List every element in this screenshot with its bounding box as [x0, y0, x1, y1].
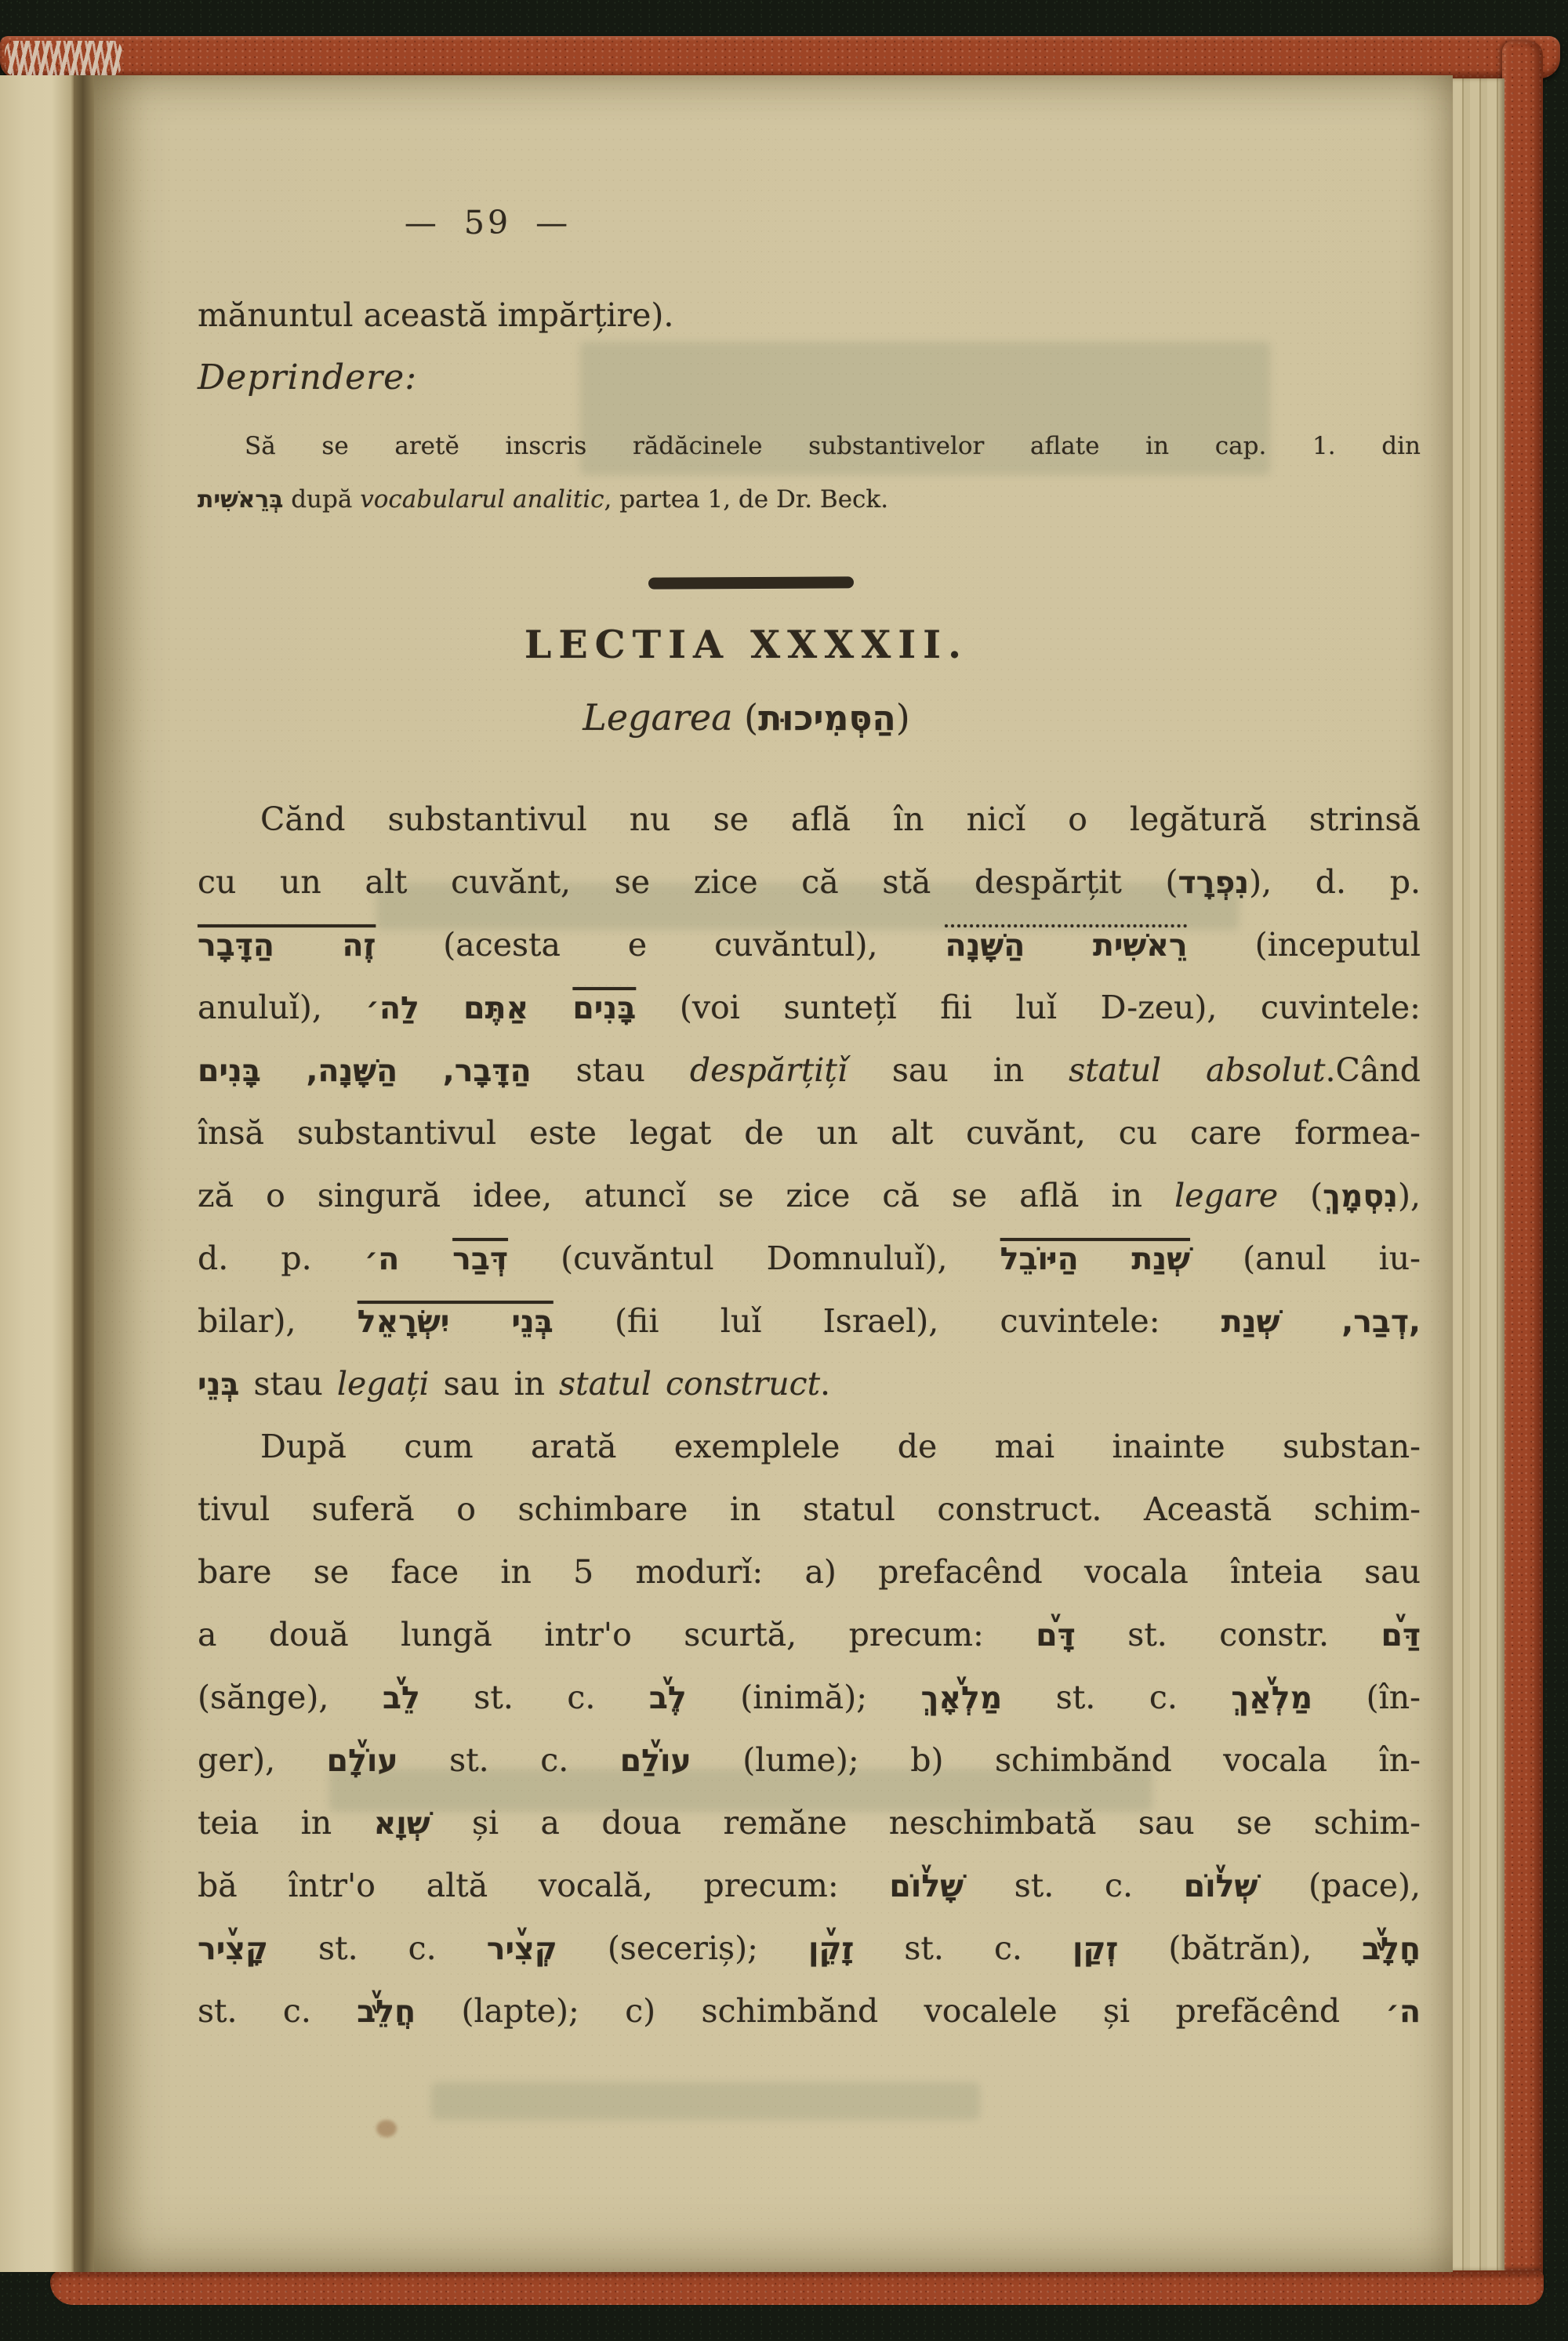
text-segment: (cuvăntul Domnuluǐ), [507, 1239, 1000, 1277]
hebrew-word: קָצִיר v [198, 1931, 268, 1967]
text-segment: .Când [1325, 1051, 1421, 1089]
text-segment: cu un alt cuvănt, se zice că stă despărțit ( [198, 863, 1178, 901]
previous-page-edge [0, 75, 74, 2272]
text-segment: ), d. p. [1249, 863, 1421, 901]
text-segment: și a doua remăne neschimbată sau se schim- [430, 1804, 1421, 1842]
text-segment: (anul iu- [1189, 1239, 1421, 1277]
hebrew-word: שְׁנַת הַיּוֹבֵל [1000, 1241, 1190, 1277]
hebrew-word: ה׳ [364, 1241, 453, 1277]
text-segment: st. c. [267, 1929, 487, 1967]
body-line [198, 1302, 1421, 1340]
body-line [198, 1867, 1421, 1904]
text-segment: st. c. [397, 1741, 620, 1779]
text-segment: statul construct [559, 1365, 821, 1403]
body-line [198, 1114, 1421, 1152]
hebrew-word: הַסְּמִיכוּת [758, 699, 896, 739]
text-segment: (sănge), [198, 1679, 383, 1716]
hebrew-word: זְקַן [1073, 1931, 1119, 1967]
hebrew-word: זָקֵן v [808, 1931, 854, 1967]
hebrew-word: דַּם v [1381, 1617, 1421, 1653]
body-line [198, 1553, 1421, 1591]
hebrew-word: שָׁלוֹם v [889, 1868, 964, 1904]
text-segment: bilar), [198, 1302, 358, 1340]
text-segment: Legarea [583, 696, 733, 739]
body-text [94, 75, 1453, 2272]
gutter-shadow [74, 75, 94, 2272]
book-cover-bottom-edge [50, 2270, 1544, 2305]
body-line [198, 1051, 1421, 1089]
hebrew-word: עוֹלָם v [327, 1743, 398, 1779]
hebrew-word: בָּנִים [572, 990, 637, 1026]
text-segment: , partea 1, de Dr. Beck. [604, 485, 889, 514]
text-segment: a două lungă intr'o scurtă, precum: [198, 1616, 1036, 1653]
text-segment: . [820, 1365, 831, 1403]
body-line [198, 1490, 1421, 1528]
hebrew-word: דָּם v [1036, 1617, 1076, 1653]
book-page [94, 75, 1453, 2272]
hebrew-word: לֶב v [649, 1680, 687, 1716]
lesson-title: LECTIA XXXXII. [524, 622, 969, 667]
text-segment: despărțițǐ [689, 1051, 848, 1089]
body-line [198, 1679, 1421, 1716]
frayed-binding-threads [5, 41, 122, 75]
hebrew-word: זֶה הַדָּבָר [198, 927, 376, 964]
text-segment: Cănd substantivul nu se află în nicǐ o legătură strinsă [260, 800, 1421, 838]
text-segment: anuluǐ), [198, 989, 366, 1026]
text-segment: sau in [429, 1365, 560, 1403]
deprindere-heading: Deprindere: [198, 358, 418, 397]
text-segment: stau [239, 1365, 337, 1403]
text-segment: (pace), [1258, 1867, 1421, 1904]
text-segment: legați [336, 1365, 430, 1403]
text-segment: sau in [847, 1051, 1069, 1089]
hebrew-word: הַדָּבָר, הַשָּׁנָה, בָּנִים [198, 1053, 532, 1089]
text-segment: ( [732, 696, 759, 739]
text-segment: ) [895, 696, 910, 739]
body-line [198, 863, 1421, 901]
exercise-line: Să se aretĕ inscris rădăcinele substantivelor aflate in cap. 1. din [245, 432, 1421, 460]
hebrew-word: שְׁלוֹם v [1184, 1868, 1258, 1904]
text-segment: st. c. [1002, 1679, 1232, 1716]
text-segment: vocabularul analitic [360, 485, 604, 514]
hebrew-word: בְּרֵאשִׁית [198, 486, 284, 514]
text-segment: (inimă); [686, 1679, 921, 1716]
body-line [198, 1177, 1421, 1214]
text-segment: (acesta e cuvăntul), [376, 926, 946, 964]
hebrew-word: מַלְאָךְ v [921, 1680, 1003, 1716]
hebrew-word: חָלָב v v [1362, 1931, 1421, 1967]
text-segment: d. p. [198, 1239, 365, 1277]
body-line [198, 989, 1421, 1026]
text-segment: st. c. [854, 1929, 1073, 1967]
text-segment: (seceriș); [557, 1929, 808, 1967]
text-segment: teia in [198, 1804, 374, 1842]
text-segment: legare [1174, 1177, 1279, 1214]
text-segment: st. c. [198, 1992, 358, 2030]
body-line [198, 1741, 1421, 1779]
hebrew-word: דְּבַר [452, 1241, 508, 1277]
text-segment: (în- [1312, 1679, 1421, 1716]
text-segment: st. constr. [1075, 1616, 1381, 1653]
text-segment: ), [1397, 1177, 1421, 1214]
body-line [198, 926, 1421, 964]
text-segment: statul absolut [1069, 1051, 1326, 1089]
text-segment: ger), [198, 1741, 327, 1779]
text-segment: bă într'o altă vocală, precum: [198, 1867, 890, 1904]
body-line [198, 1239, 1421, 1277]
text-segment: ( [1278, 1177, 1323, 1214]
text-segment: st. c. [963, 1867, 1184, 1904]
text-segment: (lume); b) schimbănd vocala în- [691, 1741, 1421, 1779]
hebrew-word: אַתֶּם לַה׳ [365, 990, 573, 1026]
hebrew-word: נִפְרָד [1178, 865, 1250, 901]
text-segment: tivul suferă o schimbare in statul construct. Această schim- [198, 1490, 1421, 1528]
hebrew-word: בְּנֵי יִשְׂרָאֵל [357, 1304, 554, 1340]
text-segment: (inceputul [1187, 926, 1421, 964]
text-segment: (fii luǐ Israel), cuvintele: [553, 1302, 1221, 1340]
hebrew-word: דְבַר, שְׁנַת, [1221, 1304, 1421, 1340]
page-stack-edge [1453, 78, 1504, 2270]
text-segment: ză o singură idee, atuncǐ se zice că se află in [198, 1177, 1175, 1214]
text-segment: (bătrăn), [1118, 1929, 1363, 1967]
hebrew-word: שְׁוָא [373, 1806, 430, 1842]
hebrew-word: רֵאשִׁית הַשָּׁנָה [945, 927, 1188, 964]
body-line [260, 800, 1421, 838]
text-segment: st. c. [419, 1679, 649, 1716]
hebrew-word: לֵב v [383, 1680, 420, 1716]
text-segment: bare se face in 5 modurǐ: a) prefacênd vocala înteia sau [198, 1553, 1421, 1591]
hebrew-word: קְצִיר v [487, 1931, 557, 1967]
book-cover-right-edge [1502, 41, 1543, 2299]
hebrew-word: מַלְאַךְ v [1231, 1680, 1312, 1716]
book-cover-top-edge [0, 36, 1560, 78]
hebrew-word: חֲלֵב v v [357, 1994, 416, 2030]
hebrew-word: ה׳ [1385, 1994, 1421, 2030]
text-segment: după [283, 485, 361, 514]
text-segment: (voi suntețǐ fii luǐ D-zeu), cuvintele: [636, 989, 1421, 1026]
body-line [198, 1365, 1421, 1403]
text-segment: După cum arată exemplele de mai inainte substan- [260, 1428, 1421, 1465]
body-line [198, 1616, 1421, 1653]
hebrew-word: נִסְמָךְ [1323, 1178, 1398, 1214]
body-line [198, 1804, 1421, 1842]
hebrew-word: עוֹלַם v [620, 1743, 691, 1779]
text-segment: (lapte); c) schimbănd vocalele și prefăcênd [416, 1992, 1386, 2030]
body-line [198, 1929, 1421, 1967]
text-segment: stau [531, 1051, 690, 1089]
continuation-line: mănuntul această impărțire). [198, 296, 674, 334]
page-number: — 59 — [404, 204, 572, 241]
text-segment: însă substantivul este legat de un alt cuvănt, cu care formea- [198, 1114, 1421, 1152]
body-line [260, 1428, 1421, 1465]
body-line [198, 1992, 1421, 2030]
hebrew-word: בְּנֵי [198, 1366, 240, 1403]
